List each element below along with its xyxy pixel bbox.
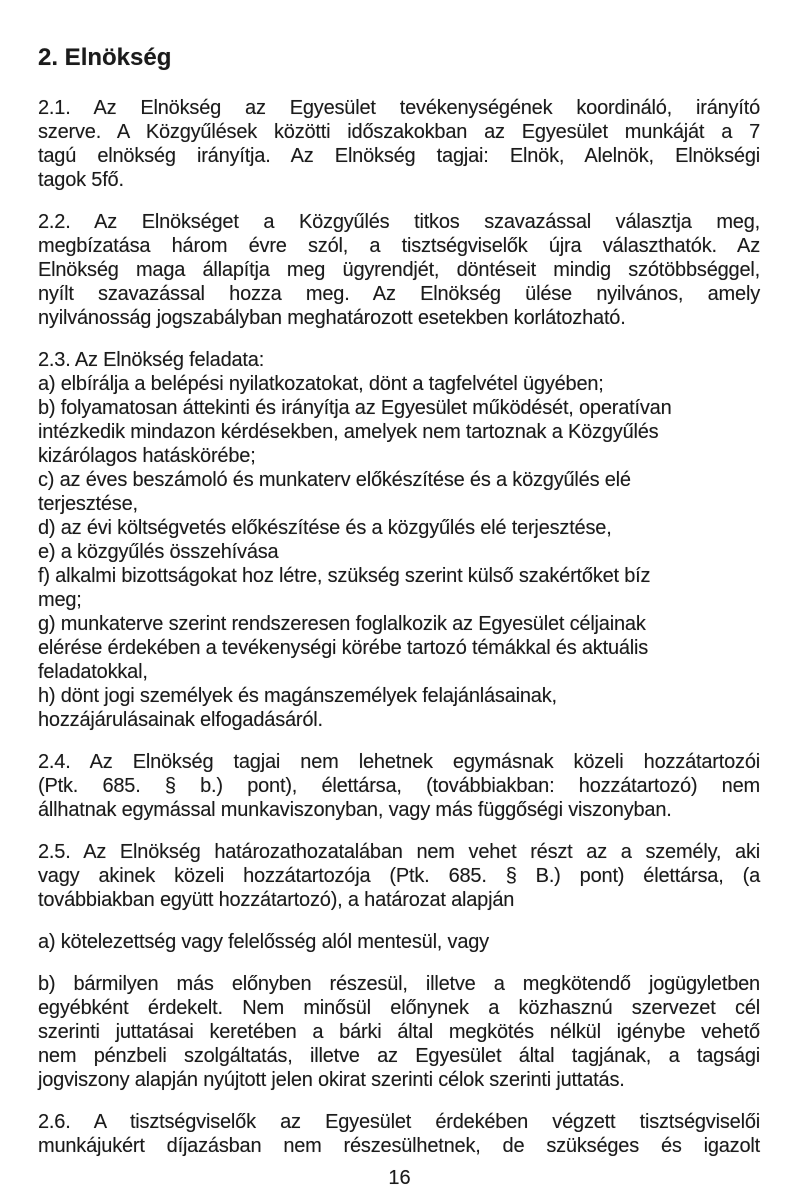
text-line: 2.4. Az Elnökség tagjai nem lehetnek egymásnak közeli hozzátartozói xyxy=(38,751,760,773)
text-line: 2.1. Az Elnökség az Egyesület tevékenységének koordináló, irányító xyxy=(38,97,760,119)
text-line: vagy akinek közeli hozzátartozója (Ptk. 685. § B.) pont) élettársa, (a xyxy=(38,865,760,887)
text-line: megbízatása három évre szól, a tisztségviselők újra választhatók. Az xyxy=(38,235,760,257)
text-line: hozzájárulásainak elfogadásáról. xyxy=(38,709,323,731)
text-line: nyílt szavazással hozza meg. Az Elnökség ülése nyilvános, amely xyxy=(38,283,760,305)
text-line: szerve. A Közgyűlések közötti időszakokban az Egyesület munkáját a 7 xyxy=(38,121,760,143)
text-line: munkájukért díjazásban nem részesülhetnek, de szükséges és igazolt xyxy=(38,1135,760,1157)
text-line: egyébként érdekelt. Nem minősül előnynek a közhasznú szervezet cél xyxy=(38,997,760,1019)
paragraph-2-4 xyxy=(38,750,760,822)
section-heading: 2. Elnökség xyxy=(38,44,172,71)
text-line: nyilvánosság jogszabályban meghatározott esetekben korlátozható. xyxy=(38,307,626,329)
page-number: 16 xyxy=(388,1167,411,1189)
text-line: továbbiakban együtt hozzátartozó), a határozat alapján xyxy=(38,889,515,911)
text-line: g) munkaterve szerint rendszeresen foglalkozik az Egyesület céljainak xyxy=(38,613,646,635)
text-line: 2.2. Az Elnökséget a Közgyűlés titkos szavazással választja meg, xyxy=(38,211,760,233)
text-line: f) alkalmi bizottságokat hoz létre, szükség szerint külső szakértőket bíz xyxy=(38,565,651,587)
text-line: h) dönt jogi személyek és magánszemélyek felajánlásainak, xyxy=(38,685,557,707)
text-line: b) folyamatosan áttekinti és irányítja az Egyesület működését, operatívan xyxy=(38,397,672,419)
text-line: 2.6. A tisztségviselők az Egyesület érdekében végzett tisztségviselői xyxy=(38,1111,760,1133)
text-line: jogviszony alapján nyújtott jelen okirat szerinti célok szerinti juttatás. xyxy=(38,1069,625,1091)
text-line: állhatnak egymással munkaviszonyban, vagy más függőségi viszonyban. xyxy=(38,799,672,821)
paragraph-2-6 xyxy=(38,1110,760,1158)
text-line: tagú elnökség irányítja. Az Elnökség tagjai: Elnök, Alelnök, Elnökségi xyxy=(38,145,760,167)
paragraph-point-b xyxy=(38,972,760,1092)
paragraph-2-3 xyxy=(38,348,760,732)
text-line: meg; xyxy=(38,589,82,611)
text-line: tagok 5fő. xyxy=(38,169,124,191)
text-line: szerinti juttatásai keretében a bárki által megkötés nélkül igénybe vehető xyxy=(38,1021,760,1043)
text-line: 2.3. Az Elnökség feladata: xyxy=(38,349,265,371)
text-line: e) a közgyűlés összehívása xyxy=(38,541,279,563)
text-line: kizárólagos hatáskörébe; xyxy=(38,445,256,467)
text-line: terjesztése, xyxy=(38,493,138,515)
text-line: c) az éves beszámoló és munkaterv előkészítése és a közgyűlés elé xyxy=(38,469,631,491)
text-line: a) elbírálja a belépési nyilatkozatokat, dönt a tagfelvétel ügyében; xyxy=(38,373,604,395)
text-line: elérése érdekében a tevékenységi körébe tartozó témákkal és aktuális xyxy=(38,637,649,659)
paragraph-point-a xyxy=(38,930,760,954)
text-line: d) az évi költségvetés előkészítése és a közgyűlés elé terjesztése, xyxy=(38,517,612,539)
paragraph-2-1 xyxy=(38,96,760,192)
text-line: b) bármilyen más előnyben részesül, illetve a megkötendő jogügyletben xyxy=(38,973,760,995)
text-line: a) kötelezettség vagy felelősség alól mentesül, vagy xyxy=(38,931,489,953)
text-line: intézkedik mindazon kérdésekben, amelyek nem tartoznak a Közgyűlés xyxy=(38,421,659,443)
text-line: 2.5. Az Elnökség határozathozatalában nem vehet részt az a személy, aki xyxy=(38,841,760,863)
paragraph-2-5 xyxy=(38,840,760,912)
text-line: nem pénzbeli szolgáltatás, illetve az Egyesület által tagjának, a tagsági xyxy=(38,1045,760,1067)
paragraph-2-2 xyxy=(38,210,760,330)
text-line: (Ptk. 685. § b.) pont), élettársa, (továbbiakban: hozzátartozó) nem xyxy=(38,775,760,797)
text-line: feladatokkal, xyxy=(38,661,148,683)
text-line: Elnökség maga állapítja meg ügyrendjét, döntéseit mindig szótöbbséggel, xyxy=(38,259,760,281)
